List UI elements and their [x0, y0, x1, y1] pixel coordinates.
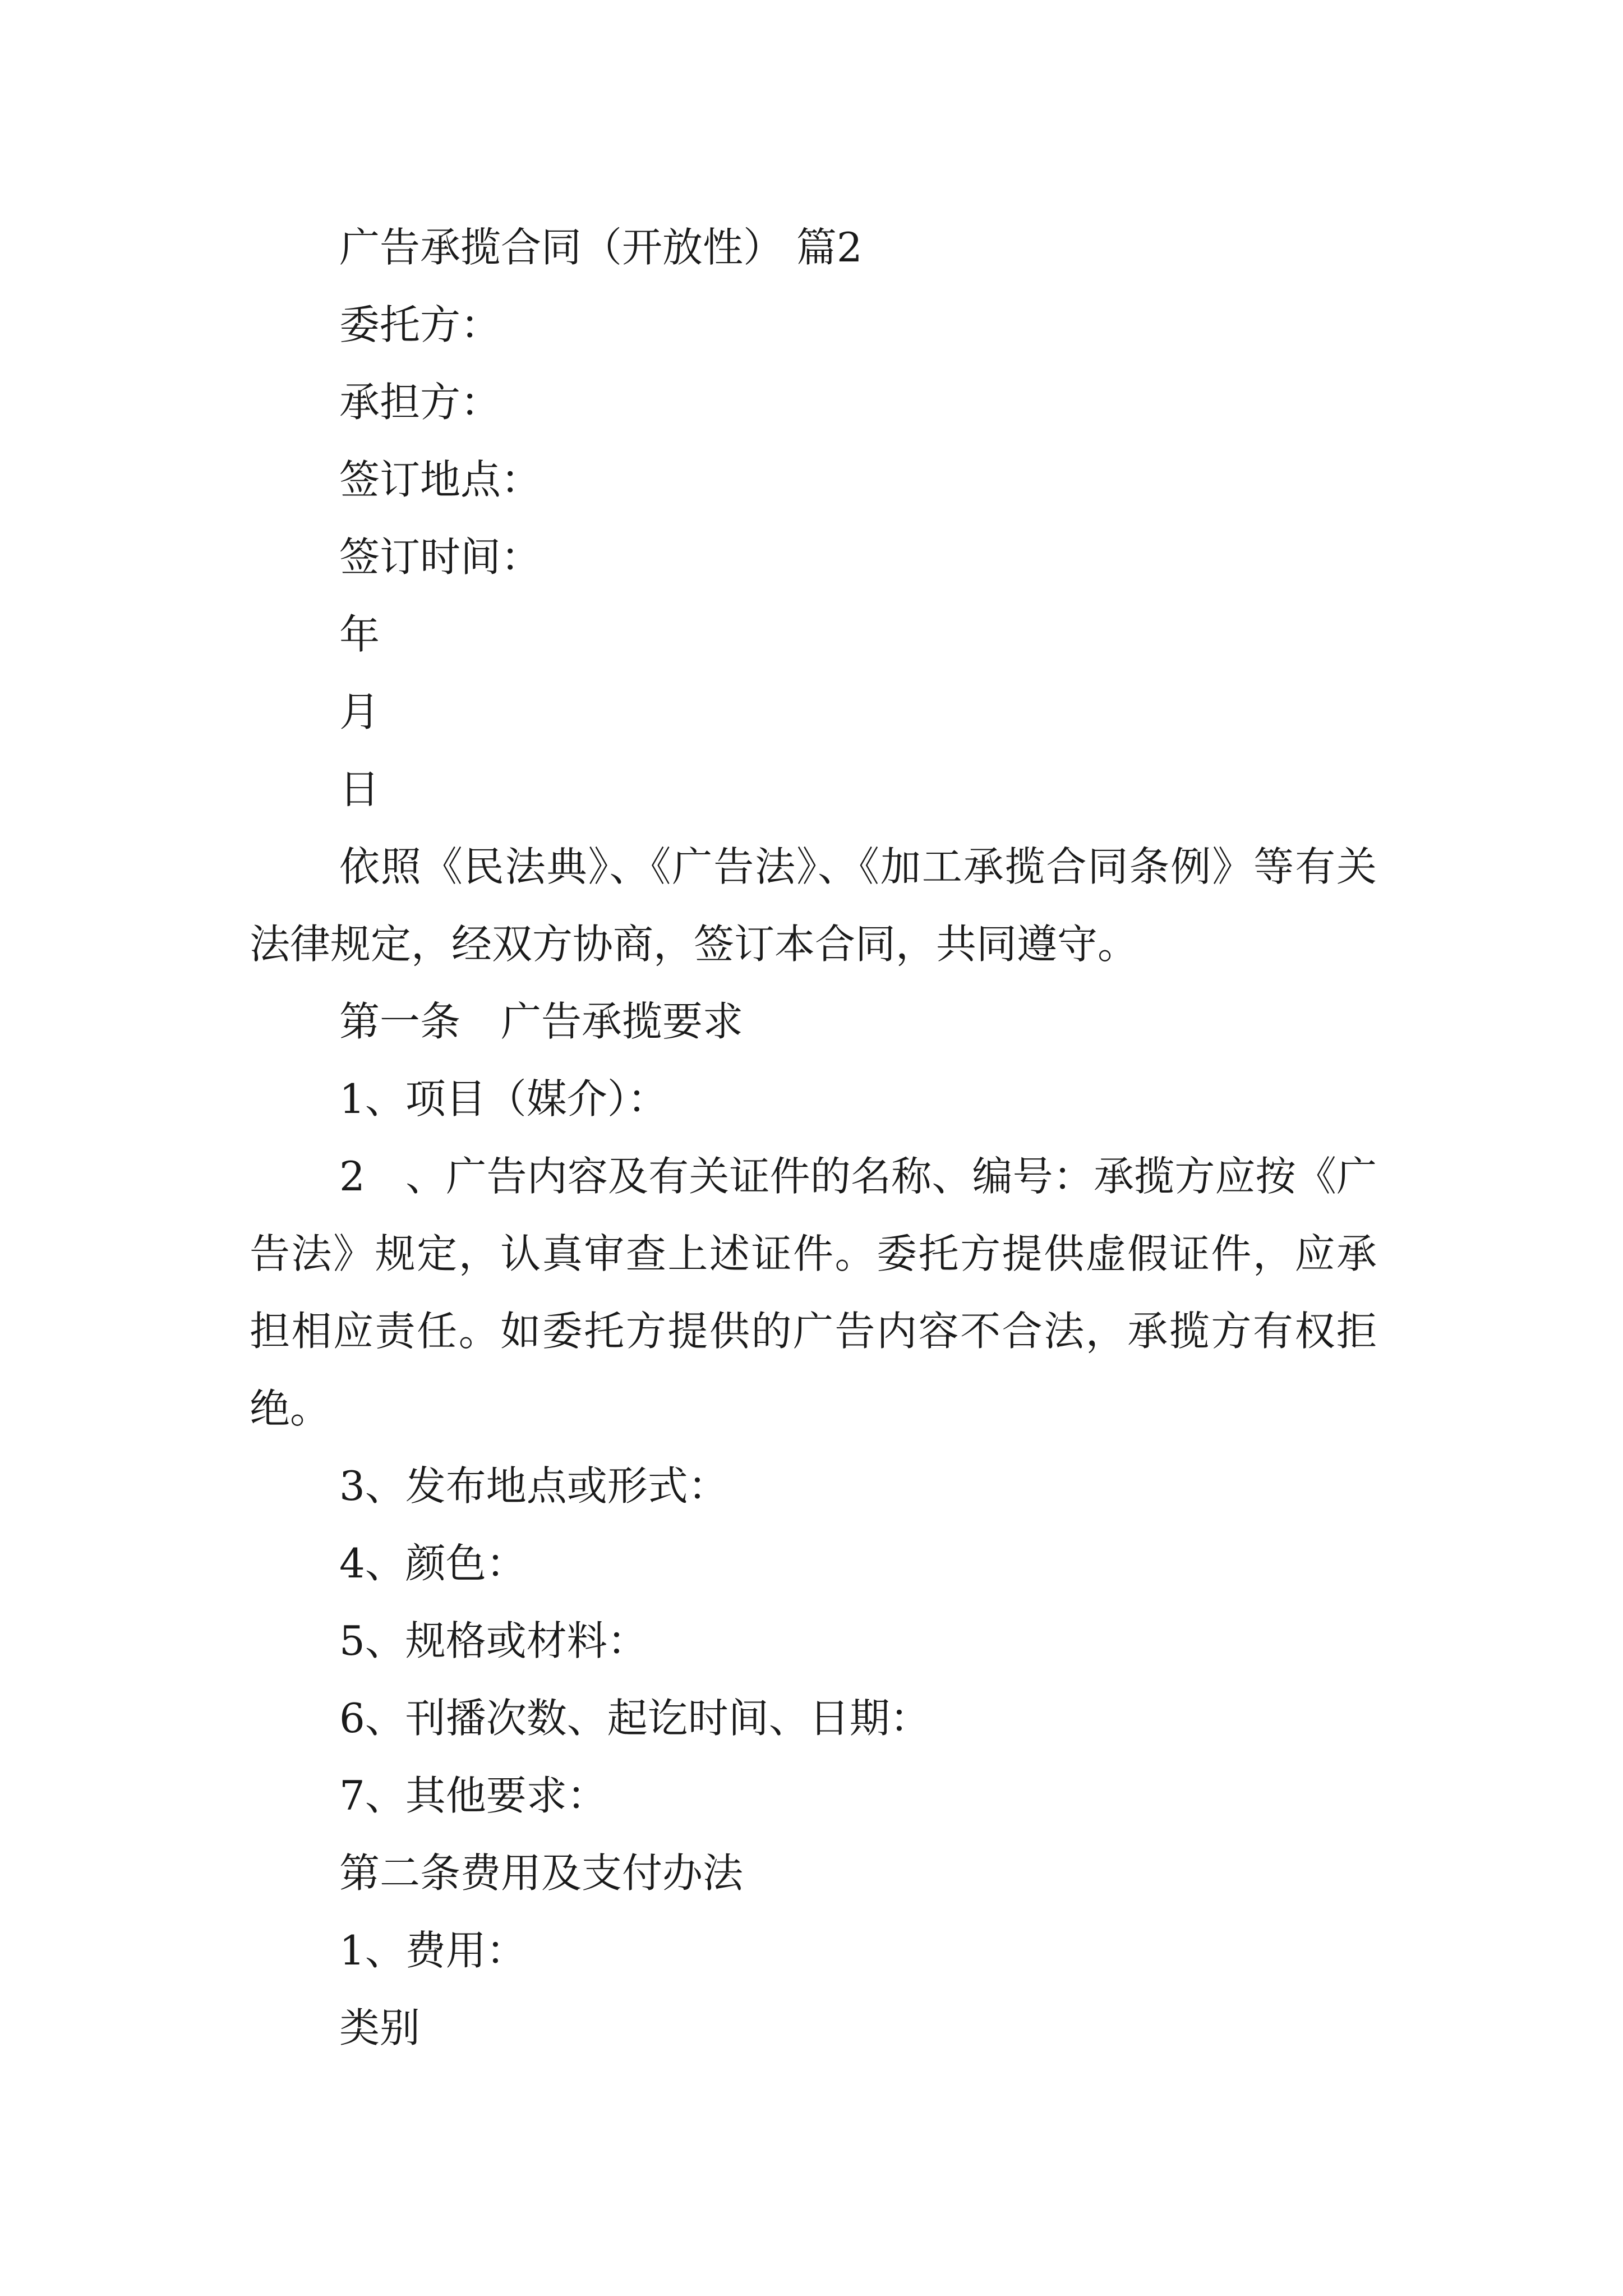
article-1-item-3: 3、发布地点或形式： [339, 1462, 728, 1510]
article-2-category: 类别 [339, 2004, 421, 2051]
field-client: 委托方： [339, 301, 501, 348]
article-1-item-6: 6、刊播次数、起讫时间、日期： [339, 1695, 930, 1742]
article-1-item-1: 1、项目（媒介）： [339, 1075, 668, 1122]
field-signing-place: 签订地点： [339, 456, 542, 503]
field-day: 日 [339, 766, 380, 813]
article-1-item-4: 4、颜色： [339, 1540, 527, 1587]
article-1-item-5: 5、规格或材料： [339, 1617, 648, 1664]
preamble-paragraph: 依照《民法典》、《广告法》、《加工承揽合同条例》等有关法律规定，经双方协商，签订本合同，共同遵守。 [250, 843, 1377, 968]
article-2-heading: 第二条费用及支付办法 [339, 1849, 744, 1897]
field-month: 月 [339, 688, 380, 735]
article-1-item-2: 2 、广告内容及有关证件的名称、编号：承揽方应按《广告法》规定，认真审查上述证件。委托方提供虚假证件，应承担相应责任。如委托方提供的广告内容不合法，承揽方有权拒绝。 [250, 1153, 1377, 1432]
article-1-heading: 第一条 广告承揽要求 [339, 998, 744, 1045]
article-2-item-1: 1、费用： [339, 1927, 527, 1974]
article-1-item-7: 7、其他要求： [339, 1772, 607, 1819]
document-title: 广告承揽合同（开放性） 篇2 [339, 224, 863, 271]
field-signing-time: 签订时间： [339, 533, 542, 581]
field-year: 年 [339, 611, 380, 658]
field-contractor: 承担方： [339, 379, 501, 426]
document-body [250, 209, 1377, 2067]
